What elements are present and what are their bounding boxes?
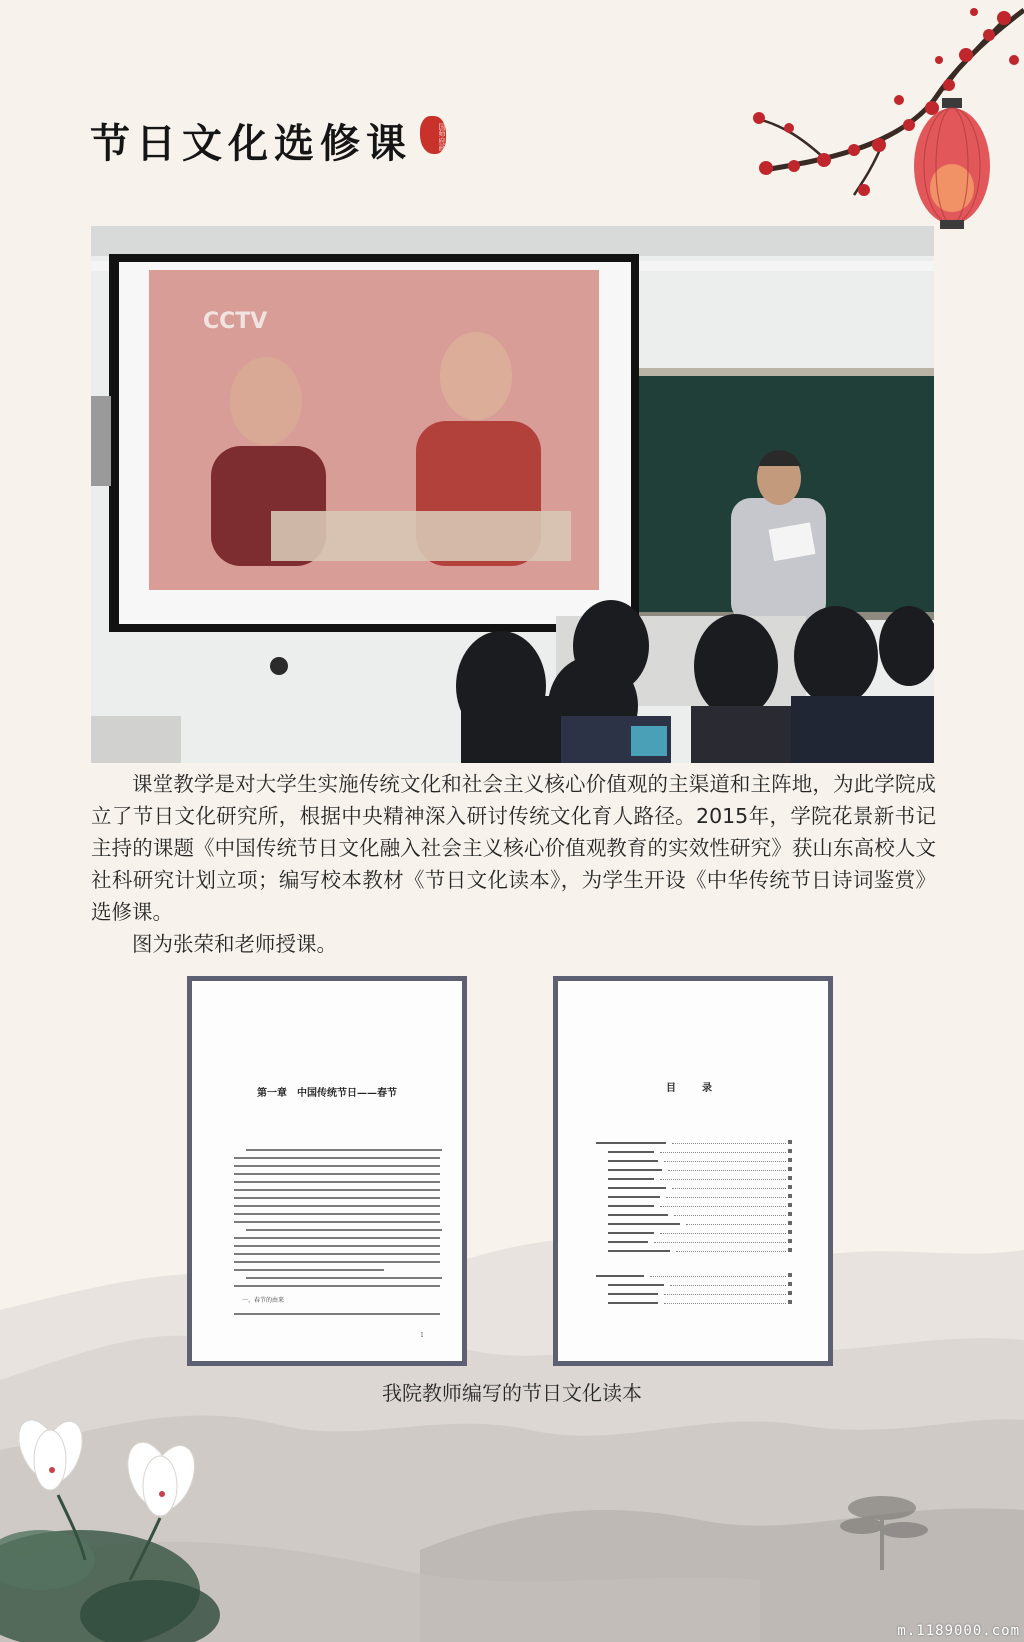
red-lantern-icon bbox=[912, 98, 992, 233]
book-caption: 我院教师编写的节日文化读本 bbox=[382, 1381, 642, 1405]
lotus-icon bbox=[0, 1400, 260, 1642]
seal-stamp: 国师府画 bbox=[420, 116, 446, 154]
paragraph-photo-note: 图为张荣和老师授课。 bbox=[132, 932, 337, 956]
watermark: m.1189000.com bbox=[897, 1623, 1020, 1639]
paragraph-main: 课堂教学是对大学生实施传统文化和社会主义核心价值观的主渠道和主阵地，为此学院成立了节日文化研究所，根据中央精神深入研讨传统文化育人路径。2015年，学院花景新书记主持的课题《中国传统节日文化融入社会主义核心价值观教育的实效性研究》获山东高校人文社科研究计划立项；编写校本教材《节日文化读本》，为学生开设《中华传统节日诗词鉴赏》选修课。 bbox=[91, 772, 936, 924]
section-heading: 一、春节的由来 bbox=[242, 1297, 285, 1304]
tv-logo: CCTV bbox=[203, 309, 268, 334]
book-page-contents bbox=[553, 976, 833, 1366]
contents-heading: 目 录 bbox=[666, 1083, 720, 1094]
chapter-heading: 第一章 中国传统节日——春节 bbox=[257, 1088, 397, 1099]
page-title: 节日文化选修课 bbox=[90, 121, 412, 167]
description-text bbox=[91, 768, 936, 960]
page-number: 1 bbox=[420, 1332, 424, 1339]
classroom-photo bbox=[91, 226, 934, 763]
book-page-chapter-one bbox=[187, 976, 467, 1366]
